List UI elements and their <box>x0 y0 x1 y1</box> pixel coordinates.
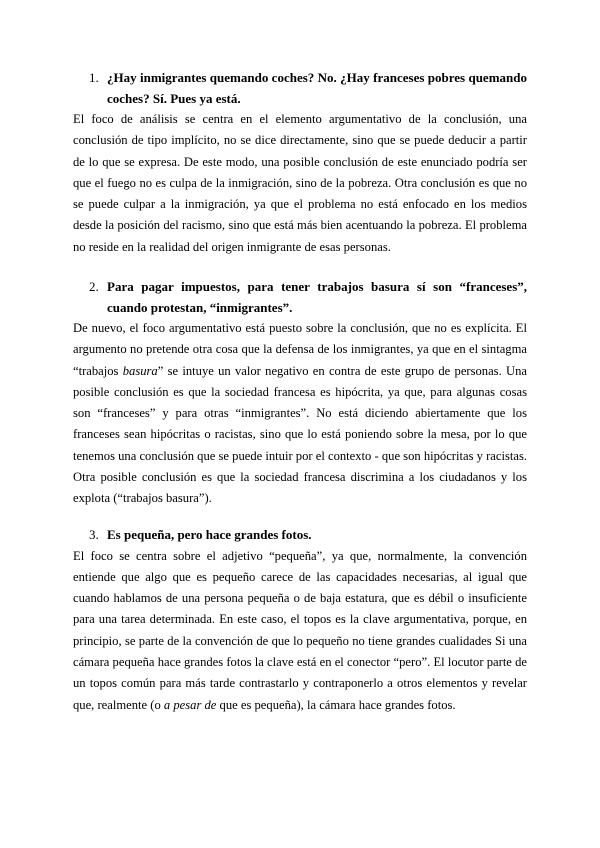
section-3-number: 3. <box>89 527 99 542</box>
section-2-body-part-b: ” se intuye un valor negativo en contra de este grupo de personas. Una posible conclusión es que la sociedad francesa es hipócrita, ya que, para algunas cosas son “franceses” y para otras “inmigrantes”. No está diciendo abiertamente que los franceses sean hipócritas o racistas, sino que lo está poniendo sobre la mesa, por lo que tenemos una conclusión que se puede intuir por el contexto - que son hipócritas y racistas. Otra posible conclusión es que la sociedad francesa discrimina a los ciudadanos y los explota (“trabajos basura”). <box>73 363 527 506</box>
section-2-body <box>73 318 527 510</box>
section-3 <box>73 525 527 716</box>
section-3-heading <box>73 525 527 546</box>
section-1-heading-text: ¿Hay inmigrantes quemando coches? No. ¿Hay franceses pobres quemando coches? Sí. Pues ya está. <box>107 70 527 106</box>
section-3-body-part-a: El foco se centra sobre el adjetivo “pequeña”, ya que, normalmente, la convención entiende que algo que es pequeño carece de las capacidades necesarias, al igual que cuando hablamos de una persona pequeña o de baja estatura, que es débil o insuficiente para una tarea determinada. En este caso, el topos es la clave argumentativa, porque, en principio, se parte de la convención de que lo pequeño no tiene grandes cualidades Si una cámara pequeña hace grandes fotos la clave está en el conector “pero”. El locutor parte de un topos común para más tarde contrastarlo y contraponerlo a otros elementos y revelar que, realmente (o <box>73 548 527 712</box>
section-3-heading-text: Es pequeña, pero hace grandes fotos. <box>107 527 312 542</box>
section-1-heading <box>73 68 527 109</box>
section-1 <box>73 68 527 258</box>
section-2-number: 2. <box>89 279 99 294</box>
section-1-number: 1. <box>89 70 99 85</box>
section-2-heading <box>73 277 527 318</box>
section-2 <box>73 277 527 510</box>
section-2-body-emphasis: basura <box>122 363 158 378</box>
section-2-body-part-a: De nuevo, el foco argumentativo está puesto sobre la conclusión, que no es explícita. El argumento no pretende otra cosa que la defensa de los inmigrantes, ya que en el sintagma “trabajos <box>73 321 527 378</box>
section-3-body-emphasis: a pesar de <box>163 697 217 712</box>
section-2-heading-text: Para pagar impuestos, para tener trabajos basura sí son “franceses”, cuando protestan, “inmigrantes”. <box>107 279 527 315</box>
section-3-body-part-b: que es pequeña), la cámara hace grandes fotos. <box>216 697 456 712</box>
section-1-body: El foco de análisis se centra en el elemento argumentativo de la conclusión, una conclusión de tipo implícito, no se dice directamente, sino que se puede deducir a partir de lo que se expresa. De este modo, una posible conclusión de este enunciado podría ser que el fuego no es culpa de la inmigración, sino de la pobreza. Otra conclusión es que no se puede culpar a la inmigración, ya que el problema no está enfocado en los medios desde la posición del racismo, sino que está más bien acentuando la pobreza. El problema no reside en la realidad del origen inmigrante de esas personas. <box>73 112 527 254</box>
section-3-body <box>73 546 527 716</box>
